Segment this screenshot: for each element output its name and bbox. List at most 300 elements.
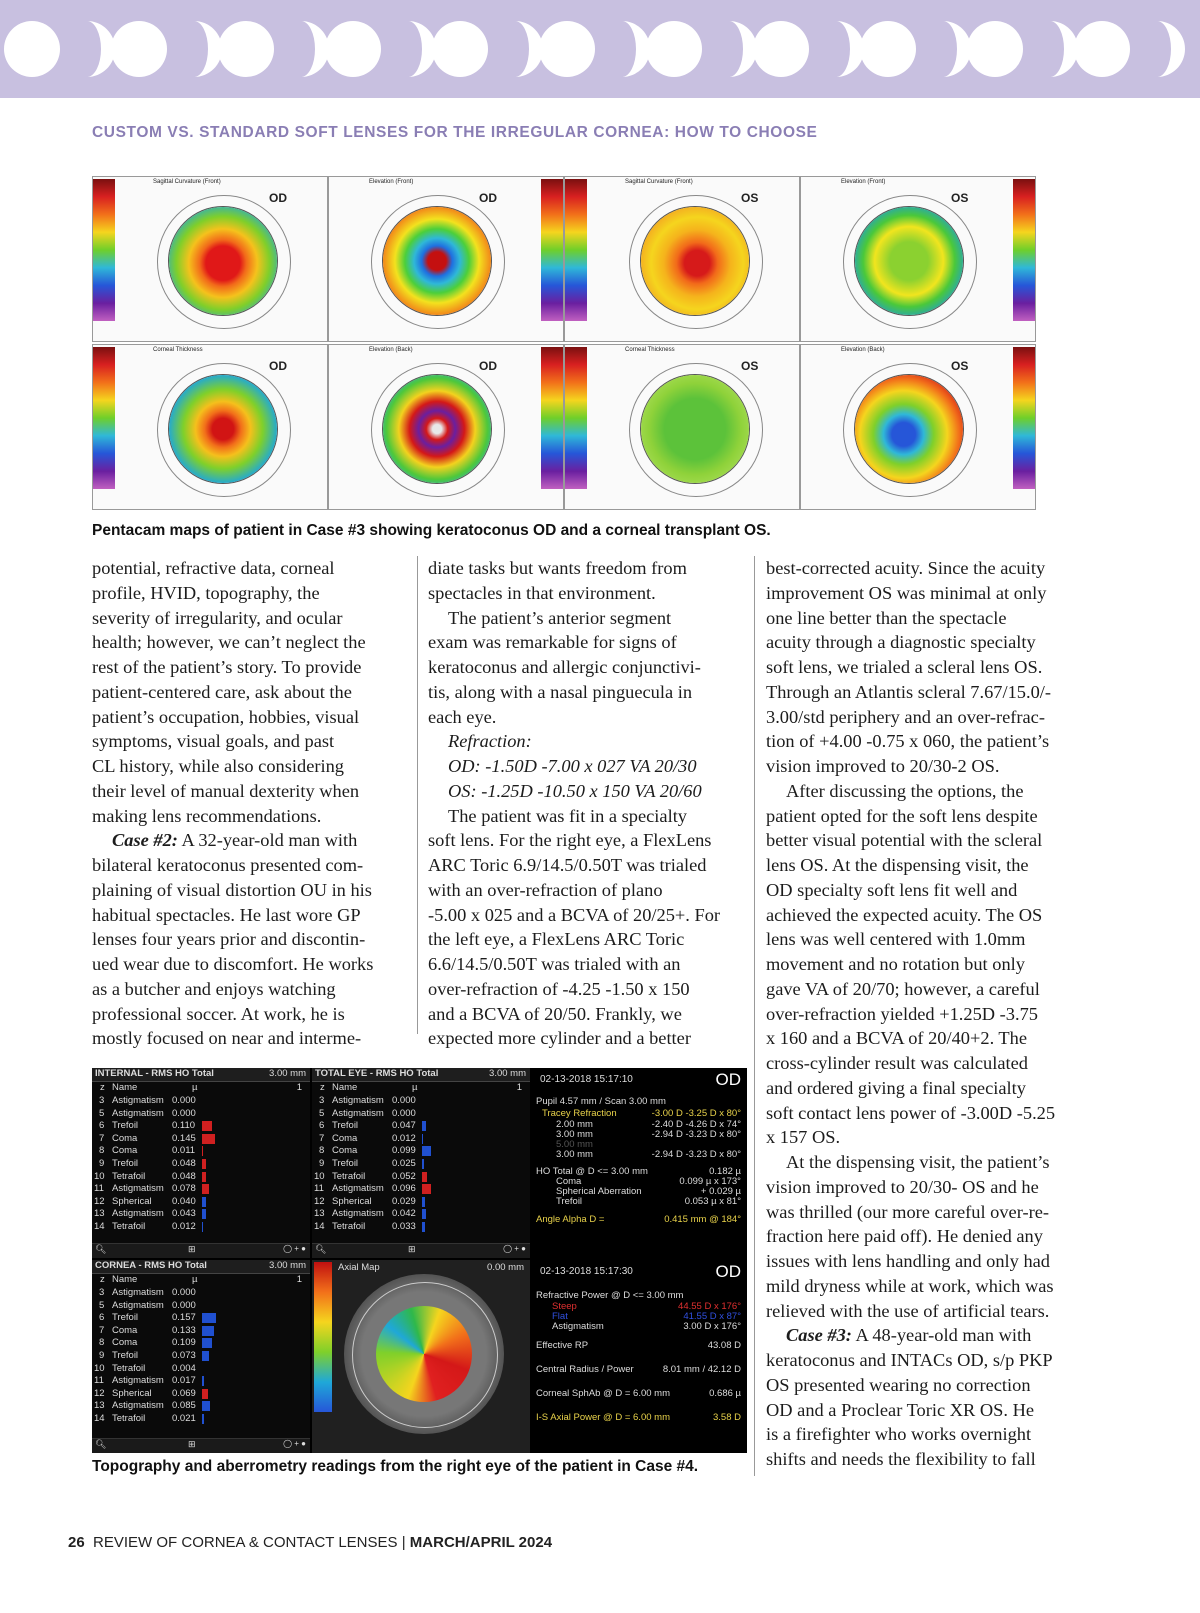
term-name: Coma: [332, 1145, 358, 1157]
term-name: Astigmatism: [112, 1208, 164, 1220]
term-bar: [202, 1313, 216, 1323]
refractive-power-panel: [532, 1260, 747, 1453]
topography-map: [383, 375, 491, 483]
map-title: Corneal Thickness: [153, 347, 203, 353]
scan-date: 02-13-2018 15:17:30: [540, 1266, 633, 1277]
text-line: with an over-refraction of plano: [428, 879, 663, 900]
text-line: tion of +4.00 -0.75 x 060, the patient’s: [766, 731, 1050, 752]
text-line: their level of manual dexterity when: [92, 780, 360, 801]
map-panel-os: [564, 344, 800, 510]
figure1-caption: Pentacam maps of patient in Case #3 showing keratoconus OD and a corneal transplant OS.: [92, 522, 771, 539]
term-name: Coma: [112, 1337, 138, 1349]
term-name: Astigmatism: [112, 1095, 164, 1106]
cr-label: Central Radius / Power: [536, 1364, 634, 1375]
term-bar: [202, 1146, 203, 1156]
text-line: x 157 OS.: [766, 1127, 841, 1148]
eye-label: OS: [741, 191, 759, 205]
col-one: 1: [296, 1274, 302, 1285]
zernike-index: 11: [94, 1375, 104, 1387]
zernike-index: 14: [314, 1221, 325, 1232]
zernike-index: 5: [99, 1107, 105, 1119]
text-line: professional soccer. At work, he is: [92, 1003, 345, 1024]
zernike-index: 8: [319, 1145, 325, 1157]
col3-paragraph-c: [766, 1175, 1086, 1324]
tracey-row-label: 3.00 mm: [556, 1129, 593, 1140]
term-bar: [422, 1159, 424, 1169]
sphab-value: 0.686 µ: [709, 1388, 741, 1399]
text-line: mild dryness while at work, which was: [766, 1275, 1054, 1296]
table-row: [92, 1337, 310, 1350]
zernike-index: 10: [94, 1170, 105, 1182]
term-value: 0.011: [172, 1145, 196, 1157]
term-bar: [202, 1121, 212, 1131]
topography-map: [855, 375, 963, 483]
term-value: 0.000: [172, 1299, 196, 1311]
zernike-index: 13: [94, 1400, 105, 1412]
table-row: [312, 1183, 530, 1196]
term-value: 0.000: [172, 1287, 196, 1298]
eye-badge: OD: [715, 1070, 741, 1089]
banner-moon-pattern: [0, 0, 1200, 98]
table-row: [92, 1095, 310, 1108]
cr-value: 8.01 mm / 42.12 D: [662, 1364, 741, 1375]
topography-aberrometry-figure: [92, 1068, 747, 1453]
table-title: [312, 1068, 530, 1082]
text-line: cross-cylinder result was calculated: [766, 1053, 1028, 1073]
term-value: 0.145: [172, 1132, 196, 1144]
table-row: [92, 1300, 310, 1313]
term-name: Trefoil: [112, 1120, 139, 1132]
text-line: soft lens. For the right eye, a FlexLens: [428, 830, 712, 851]
col1-paragraph-b: [92, 853, 407, 1051]
text-line: diate tasks but wants freedom from: [428, 558, 687, 578]
text-line: OD and a Proclear Toric XR OS. He: [766, 1399, 1035, 1420]
col3-paragraph-b-start: After discussing the options, the: [786, 780, 1024, 801]
col-name: Name: [112, 1082, 138, 1093]
running-title: CUSTOM VS. STANDARD SOFT LENSES FOR THE IRREGULAR CORNEA: HOW TO CHOOSE: [92, 124, 818, 141]
rp-row-label: Astigmatism: [552, 1321, 604, 1332]
col3-paragraph-b: [766, 804, 1086, 1151]
zernike-index: 3: [319, 1095, 325, 1106]
zernike-index: 3: [99, 1287, 105, 1298]
scan-date: 02-13-2018 15:17:10: [540, 1074, 633, 1085]
term-name: Astigmatism: [332, 1095, 384, 1106]
zernike-index: 7: [99, 1132, 105, 1144]
map-panel-od: [328, 344, 564, 510]
case2-paragraph-start: [92, 828, 407, 853]
table-row: [312, 1095, 530, 1108]
erp-label: Effective RP: [536, 1340, 589, 1351]
zernike-index: 12: [94, 1387, 105, 1399]
map-title: Corneal Thickness: [625, 347, 675, 353]
text-column-1: [92, 556, 407, 1051]
term-name: Spherical: [112, 1195, 152, 1207]
zernike-index: 11: [314, 1183, 324, 1195]
term-name: Trefoil: [112, 1350, 139, 1361]
zernike-index: 7: [319, 1132, 325, 1144]
tracey-label: Tracey Refraction: [542, 1108, 617, 1119]
term-bar: [202, 1159, 206, 1169]
text-line: Through an Atlantis scleral 7.67/15.0/-: [766, 681, 1052, 702]
view-toggle-icon[interactable]: ◯ + ●: [503, 1244, 526, 1253]
table-row: [312, 1108, 530, 1121]
sphab-label: Corneal SphAb @ D = 6.00 mm: [536, 1388, 670, 1399]
text-line: OD specialty soft lens fit well and: [766, 879, 1018, 900]
eye-label: OD: [269, 191, 287, 205]
text-line: mostly focused on near and interme-: [92, 1028, 362, 1049]
term-name: Tetrafoil: [112, 1221, 146, 1232]
term-name: Astigmatism: [332, 1107, 384, 1119]
map-title: Sagittal Curvature (Front): [153, 179, 221, 185]
table-row: [92, 1400, 310, 1413]
erp-value: 43.08 D: [707, 1340, 741, 1351]
text-line: bilateral keratoconus presented com-: [92, 855, 364, 875]
text-line: as a butcher and enjoys watching: [92, 978, 336, 999]
term-name: Trefoil: [332, 1120, 359, 1132]
text-line: over-refraction yielded +1.25D -3.75: [766, 1003, 1038, 1024]
zernike-index: 9: [319, 1158, 325, 1169]
text-line: health; however, we can’t neglect the: [92, 632, 366, 653]
topography-map: [855, 207, 963, 315]
axial-map-title: Axial Map: [338, 1262, 380, 1273]
term-value: 0.069: [172, 1387, 196, 1399]
text-line: and a BCVA of 20/50. Frankly, we: [428, 1003, 682, 1024]
case3-intro: A 48-year-old man with: [851, 1325, 1032, 1346]
angle-alpha-label: Angle Alpha D =: [536, 1214, 605, 1225]
text-line: keratoconus and allergic conjunctivi-: [428, 657, 701, 677]
text-line: vision improved to 20/30-2 OS.: [766, 756, 1000, 776]
topography-map: [641, 375, 749, 483]
term-bar: [202, 1134, 215, 1144]
tracey-row-value: -2.94 D -3.23 D x 80°: [651, 1129, 741, 1140]
text-line: expected more cylinder and a better: [428, 1028, 691, 1049]
text-line: gave VA of 20/70; however, a careful: [766, 978, 1040, 999]
journal-name: REVIEW OF CORNEA & CONTACT LENSES: [93, 1534, 398, 1551]
text-line: lens was well centered with 1.0mm: [766, 929, 1026, 950]
term-bar: [202, 1401, 210, 1411]
ho-row-label: Trefoil: [556, 1196, 583, 1207]
zernike-index: 10: [314, 1170, 325, 1182]
table-title: [92, 1068, 310, 1082]
col-one: 1: [516, 1082, 522, 1093]
term-bar: [202, 1414, 204, 1424]
table-row: [92, 1183, 310, 1196]
axial-map-panel: [312, 1260, 530, 1453]
pupil-scan: Pupil 4.57 mm / Scan 3.00 mm: [536, 1096, 666, 1107]
term-value: 0.029: [392, 1195, 416, 1207]
term-bar: [202, 1209, 206, 1219]
plus-icon[interactable]: ⊞: [188, 1439, 196, 1449]
color-scale: [93, 179, 115, 321]
zernike-index: 9: [99, 1158, 105, 1169]
table-row: [92, 1287, 310, 1300]
term-value: 0.096: [392, 1183, 416, 1195]
term-bar: [422, 1146, 431, 1156]
table-row: [92, 1350, 310, 1363]
map-panel-od: [92, 344, 328, 510]
text-line: lens OS. At the dispensing visit, the: [766, 855, 1029, 875]
text-column-2: [428, 556, 733, 1051]
text-line: habitual spectacles. He last wore GP: [92, 904, 361, 925]
term-bar: [202, 1172, 206, 1182]
term-name: Astigmatism: [332, 1208, 384, 1220]
topography-map: [641, 207, 749, 315]
term-name: Astigmatism: [112, 1375, 164, 1387]
term-value: 0.133: [172, 1324, 196, 1336]
angle-alpha-value: 0.415 mm @ 184°: [664, 1214, 741, 1225]
term-name: Tetrafoil: [332, 1170, 366, 1182]
table-row: [92, 1363, 310, 1376]
col-mu: µ: [192, 1274, 198, 1285]
term-bar: [202, 1184, 209, 1194]
term-bar: [202, 1389, 208, 1399]
term-name: Tetrafoil: [112, 1362, 146, 1374]
term-value: 0.021: [172, 1413, 196, 1424]
tracey-row-label: 5.00 mm: [556, 1139, 593, 1150]
zernike-index: 6: [319, 1120, 325, 1132]
plus-icon[interactable]: ⊞: [188, 1244, 196, 1254]
text-line: acuity through a diagnostic specialty: [766, 632, 1036, 653]
table-title-text: TOTAL EYE - RMS HO Total: [315, 1068, 439, 1079]
term-value: 0.052: [392, 1170, 416, 1182]
term-value: 0.017: [172, 1375, 196, 1387]
text-line: ued wear due to discomfort. He works: [92, 954, 374, 974]
zoom-icon[interactable]: 🔍︎: [95, 1439, 107, 1449]
text-line: CL history, while also considering: [92, 756, 344, 776]
decorative-banner: [0, 0, 1200, 98]
term-value: 0.042: [392, 1208, 416, 1220]
table-row: [312, 1133, 530, 1146]
term-value: 0.000: [172, 1107, 196, 1119]
eye-label: OS: [741, 359, 759, 373]
text-line: is a firefighter who works overnight: [766, 1424, 1032, 1445]
case3-label: Case #3:: [786, 1325, 852, 1346]
is-value: 3.58 D: [713, 1412, 741, 1423]
term-bar: [202, 1338, 212, 1348]
col3-paragraph-c-start: At the dispensing visit, the patient’s: [786, 1152, 1050, 1172]
term-name: Astigmatism: [112, 1183, 164, 1195]
map-panel-od: [92, 176, 328, 342]
text-line: relieved with the use of artificial tears.: [766, 1300, 1050, 1321]
map-panel-os: [564, 176, 800, 342]
column-divider-2: [754, 556, 755, 1476]
ho-row-value: 0.053 µ x 81°: [684, 1196, 741, 1207]
table-row: [92, 1221, 310, 1234]
refraction-block: [428, 729, 733, 803]
col2-paragraph-b: [428, 630, 733, 729]
table-row: [312, 1158, 530, 1171]
text-line: improvement OS was minimal at only: [766, 582, 1047, 603]
cornea-rms-table: [92, 1260, 310, 1453]
text-line: keratoconus and INTACs OD, s/p PKP: [766, 1350, 1053, 1370]
term-value: 0.000: [392, 1107, 416, 1119]
map-title: Elevation (Front): [841, 179, 886, 185]
column-divider-1: [417, 556, 418, 1034]
term-name: Spherical: [112, 1387, 152, 1399]
map-panel-os: [800, 344, 1036, 510]
term-value: 0.078: [172, 1183, 196, 1195]
col-z: z: [320, 1082, 325, 1093]
term-name: Trefoil: [332, 1158, 359, 1169]
table-row: [92, 1312, 310, 1325]
tracey-row-value: -2.94 D -3.23 D x 80°: [651, 1149, 741, 1160]
text-line: issues with lens handling and only had: [766, 1251, 1051, 1271]
view-toggle-icon[interactable]: ◯ + ●: [283, 1244, 306, 1253]
term-value: 0.157: [172, 1312, 196, 1324]
zernike-index: 8: [99, 1145, 105, 1157]
term-name: Coma: [112, 1324, 138, 1336]
tracey-row-label: 3.00 mm: [556, 1149, 593, 1160]
text-line: 3.00/std periphery and an over-refrac-: [766, 706, 1045, 727]
total-eye-rms-table: [312, 1068, 530, 1258]
term-value: 0.085: [172, 1400, 196, 1412]
table-title-text: INTERNAL - RMS HO Total: [95, 1068, 214, 1079]
is-label: I-S Axial Power @ D = 6.00 mm: [536, 1412, 670, 1423]
term-value: 0.012: [392, 1132, 416, 1144]
table-row: [92, 1133, 310, 1146]
rp-row-label: Flat: [552, 1311, 568, 1322]
table-row: [92, 1158, 310, 1171]
page-number: 26: [68, 1534, 85, 1551]
text-line: spectacles in that environment.: [428, 582, 656, 603]
zernike-index: 14: [94, 1221, 105, 1232]
table-row: [92, 1208, 310, 1221]
ho-total-label: HO Total @ D <= 3.00 mm: [536, 1166, 648, 1177]
term-value: 0.048: [172, 1158, 196, 1169]
text-line: 6.6/14.5/0.50T was trialed with an: [428, 954, 681, 974]
zernike-index: 5: [319, 1107, 325, 1119]
text-line: achieved the expected acuity. The OS: [766, 904, 1043, 925]
tracey-value: -3.00 D -3.25 D x 80°: [651, 1108, 741, 1119]
table-toolbar: [92, 1438, 310, 1453]
col2-paragraph-c: [428, 828, 733, 1051]
zoom-icon[interactable]: 🔍︎: [95, 1244, 107, 1254]
table-row: [312, 1196, 530, 1209]
term-value: 0.109: [172, 1337, 196, 1349]
text-line: exam was remarkable for signs of: [428, 632, 677, 653]
term-value: 0.110: [172, 1120, 196, 1132]
text-line: OD: -1.50D -7.00 x 027 VA 20/30: [448, 756, 697, 776]
term-value: 0.043: [172, 1208, 196, 1220]
term-value: 0.000: [172, 1095, 196, 1106]
table-toolbar: [92, 1243, 310, 1258]
text-line: rest of the patient’s story. To provide: [92, 657, 362, 677]
text-line: patient opted for the soft lens despite: [766, 805, 1038, 826]
term-value: 0.004: [172, 1362, 196, 1374]
term-bar: [202, 1197, 206, 1207]
axial-scale-top: 0.00 mm: [487, 1262, 524, 1273]
tracey-info-panel: [532, 1068, 747, 1258]
zernike-index: 12: [314, 1195, 325, 1207]
text-line: best-corrected acuity. Since the acuity: [766, 558, 1046, 578]
col-mu: µ: [412, 1082, 418, 1093]
color-scale: [93, 347, 115, 489]
zernike-index: 6: [99, 1312, 105, 1324]
map-title: Elevation (Front): [369, 179, 414, 185]
internal-rms-table: [92, 1068, 310, 1258]
term-name: Spherical: [332, 1195, 372, 1207]
color-scale: [565, 179, 587, 321]
table-row: [92, 1145, 310, 1158]
table-row: [92, 1171, 310, 1184]
pentacam-maps-figure: [92, 176, 1034, 512]
table-row: [92, 1196, 310, 1209]
zernike-index: 11: [94, 1183, 104, 1195]
ho-row-label: Coma: [556, 1176, 582, 1187]
table-size: 3.00 mm: [269, 1068, 306, 1079]
zernike-index: 7: [99, 1324, 105, 1336]
text-line: shifts and needs the flexibility to fall: [766, 1449, 1036, 1469]
table-row: [312, 1120, 530, 1133]
rp-row-label: Steep: [552, 1301, 577, 1312]
term-name: Astigmatism: [112, 1299, 164, 1311]
text-line: tis, along with a nasal pinguecula in: [428, 681, 693, 702]
table-row: [312, 1145, 530, 1158]
text-line: severity of irregularity, and ocular: [92, 607, 343, 628]
text-line: x 160 and a BCVA of 20/40+2. The: [766, 1028, 1028, 1049]
eye-label: OD: [479, 191, 497, 205]
term-bar: [202, 1351, 209, 1361]
map-title: Elevation (Back): [841, 347, 885, 353]
term-value: 0.048: [172, 1170, 196, 1182]
term-bar: [202, 1326, 214, 1336]
term-name: Tetrafoil: [332, 1221, 366, 1232]
term-bar: [422, 1172, 427, 1182]
text-line: fraction here paid off). He denied any: [766, 1226, 1043, 1247]
color-scale: [541, 179, 563, 321]
col1-paragraph-a: [92, 556, 407, 828]
eye-label: OS: [951, 359, 969, 373]
zernike-index: 10: [94, 1362, 105, 1374]
axial-color-scale: [314, 1262, 332, 1412]
table-toolbar: [312, 1243, 530, 1258]
zernike-index: 13: [94, 1208, 105, 1220]
tracey-row-label: 2.00 mm: [556, 1119, 593, 1130]
zernike-index: 5: [99, 1299, 105, 1311]
rp-row-value: 3.00 D x 176°: [683, 1321, 741, 1332]
term-value: 0.040: [172, 1195, 196, 1207]
text-line: profile, HVID, topography, the: [92, 582, 320, 603]
plus-icon[interactable]: ⊞: [408, 1244, 416, 1254]
table-header: [92, 1082, 310, 1095]
table-size: 3.00 mm: [269, 1260, 306, 1271]
text-line: movement and no rotation but only: [766, 954, 1025, 974]
eye-label: OS: [951, 191, 969, 205]
view-toggle-icon[interactable]: ◯ + ●: [283, 1439, 306, 1448]
ho-total-value: 0.182 µ: [709, 1166, 741, 1177]
col2-paragraph-b-start: The patient’s anterior segment: [448, 607, 672, 628]
table-title-text: CORNEA - RMS HO Total: [95, 1260, 207, 1271]
case3-paragraph-start: [766, 1323, 1086, 1348]
zoom-icon[interactable]: 🔍︎: [315, 1244, 327, 1254]
zernike-index: 12: [94, 1195, 105, 1207]
map-title: Elevation (Back): [369, 347, 413, 353]
text-line: OS presented wearing no correction: [766, 1374, 1031, 1395]
col-z: z: [100, 1082, 105, 1093]
col2-paragraph-c-start: The patient was fit in a specialty: [448, 805, 687, 826]
page-footer: [68, 1534, 552, 1551]
term-bar: [422, 1222, 425, 1232]
table-header: [312, 1082, 530, 1095]
color-scale: [565, 347, 587, 489]
term-bar: [422, 1184, 431, 1194]
term-bar: [422, 1134, 423, 1144]
footer-separator: |: [401, 1534, 406, 1551]
text-line: potential, refractive data, corneal: [92, 558, 335, 578]
col-name: Name: [332, 1082, 358, 1093]
term-value: 0.073: [172, 1350, 196, 1361]
text-line: each eye.: [428, 706, 497, 727]
